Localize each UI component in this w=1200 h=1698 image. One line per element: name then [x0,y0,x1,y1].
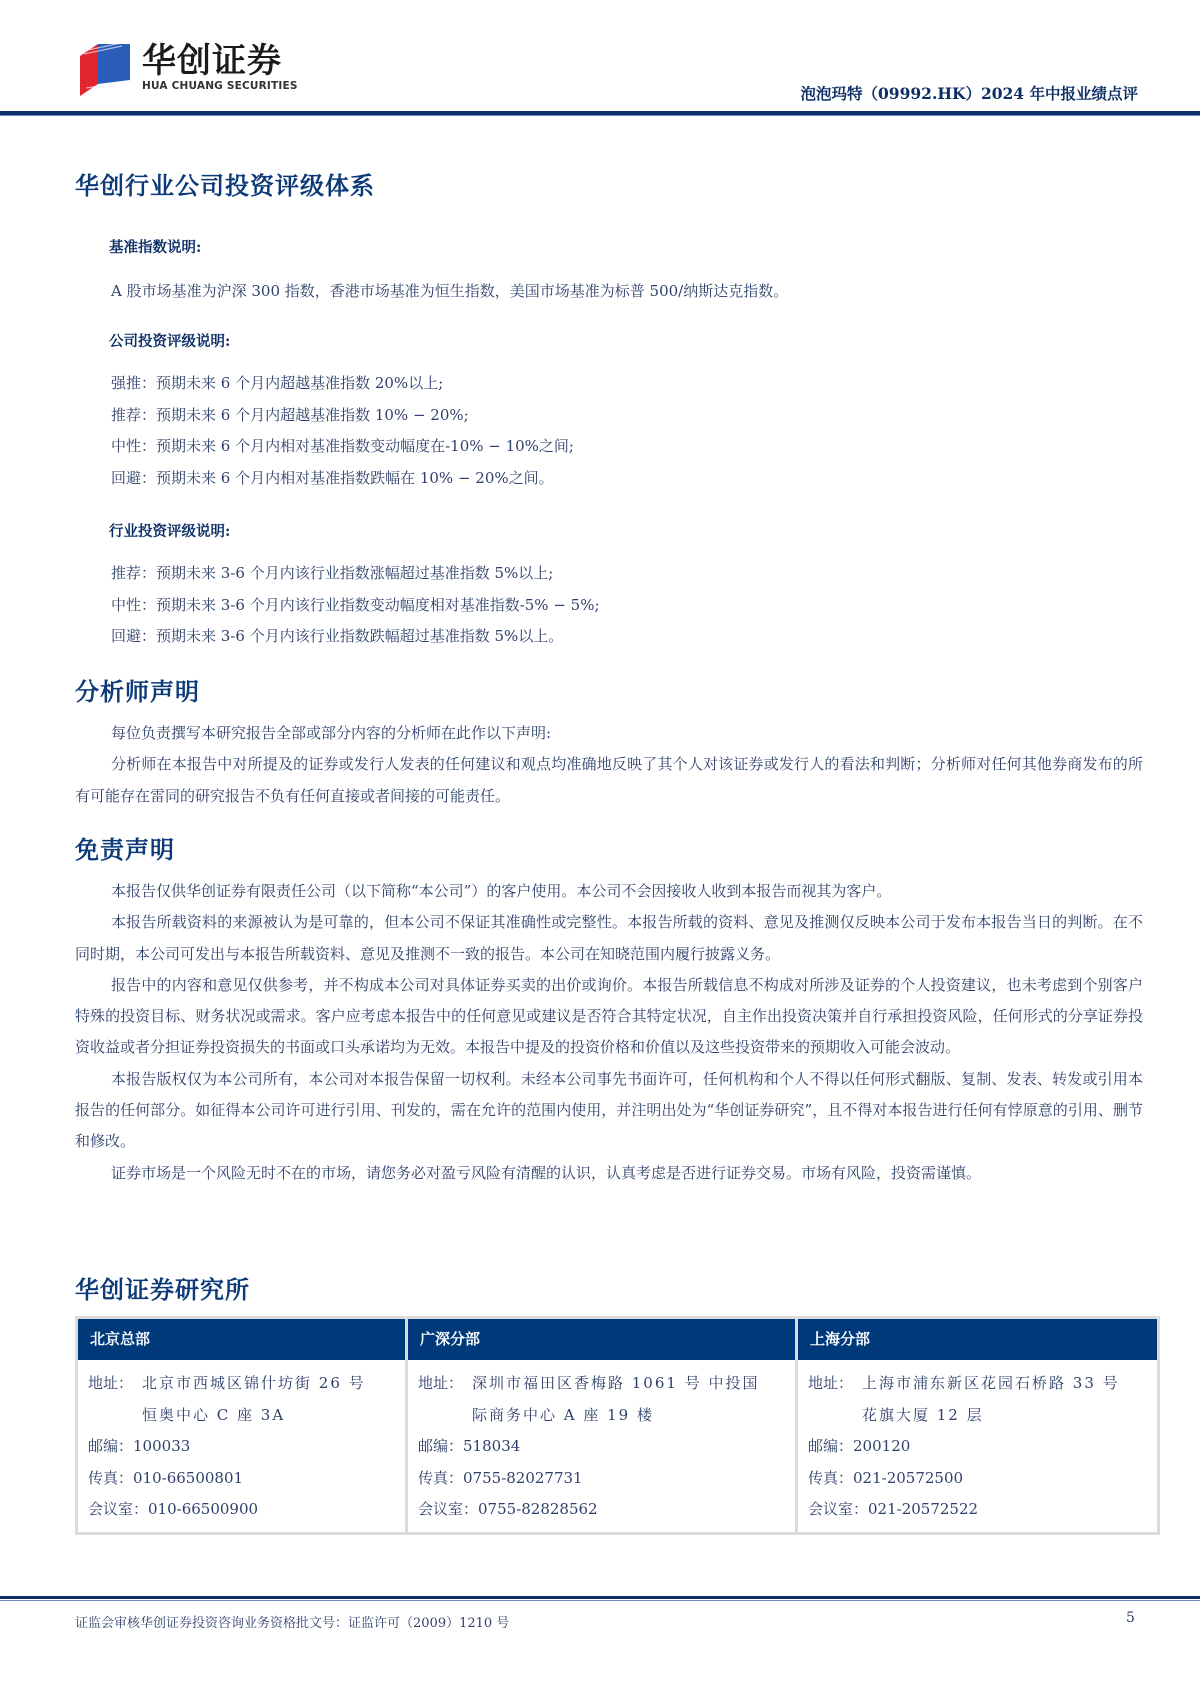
fax-label: 传真： [808,1468,854,1487]
fax-value: 0755-82027731 [463,1468,583,1487]
logo-chinese-name: 华创证券 [142,41,282,81]
meeting-room-value: 0755-82828562 [478,1500,598,1518]
office-beijing [78,1319,405,1532]
company-rating-avoid: 回避：预期未来 6 个月内相对基准指数跌幅在 10% − 20%之间。 [111,468,554,487]
benchmark-heading: 基准指数说明: [109,239,202,256]
footer-divider-thin [0,1600,1200,1601]
address-line2: 恒奥中心 C 座 3A [142,1405,286,1424]
industry-rating-avoid: 回避：预期未来 3-6 个月内该行业指数跌幅超过基准指数 5%以上。 [111,627,564,645]
address-label: 地址： [808,1374,854,1392]
industry-rating-heading: 行业投资评级说明: [109,523,231,540]
header-divider-thin [0,115,1200,116]
postcode-value: 518034 [463,1437,521,1455]
industry-rating-list [111,558,600,653]
disclaimer-paragraph: 本报告版权仅为本公司所有，本公司对本报告保留一切权利。未经本公司事先书面许可，任何机构和个人不得以任何形式翻版、复制、发表、转发或引用本报告的任何部分。如征得本公司许可进行引用、刊发的，需在允许的范围内使用，并注明出处为“华创证券研究”，且不得对本报告进行任何有悖原意的引用、删节和修改。 [75,1069,1143,1151]
footer-divider [0,1596,1200,1599]
meeting-room-label: 会议室： [418,1500,479,1518]
address-line1: 上海市浦东新区花园石桥路 33 号 [862,1374,1120,1392]
page-header [0,0,1200,118]
office-name: 上海分部 [798,1319,1157,1360]
disclaimer-body [75,876,1143,1189]
meeting-room-label: 会议室： [88,1500,149,1518]
company-rating-strong-buy: 强推：预期未来 6 个月内超越基准指数 20%以上; [111,374,444,392]
analyst-statement-body [75,718,1143,812]
logo-english-name: HUA CHUANG SECURITIES [142,80,298,92]
industry-rating-recommend: 推荐：预期未来 3-6 个月内该行业指数涨幅超过基准指数 5%以上; [111,564,554,582]
offices-table [75,1316,1160,1535]
postcode-label: 邮编： [418,1437,464,1455]
analyst-statement-title: 分析师声明 [75,677,200,706]
office-name: 北京总部 [78,1319,405,1360]
address-line2: 花旗大厦 12 层 [862,1405,984,1424]
company-rating-list [111,368,574,494]
disclaimer-paragraph: 证券市场是一个风险无时不在的市场，请您务必对盈亏风险有清醒的认识，认真考虑是否进行证券交易。市场有风险，投资需谨慎。 [111,1163,982,1182]
logo-cube-icon [76,40,132,96]
fax-label: 传真： [418,1468,464,1487]
benchmark-text: A 股市场基准为沪深 300 指数，香港市场基准为恒生指数，美国市场基准为标普 500/纳斯达克指数。 [111,282,789,300]
address-line2: 际商务中心 A 座 19 楼 [472,1405,654,1424]
address-label: 地址： [418,1374,464,1392]
fax-label: 传真： [88,1468,134,1487]
disclaimer-paragraph: 本报告仅供华创证券有限责任公司（以下简称“本公司”）的客户使用。本公司不会因接收人收到本报告而视其为客户。 [111,882,892,900]
meeting-room-label: 会议室： [808,1500,869,1518]
company-rating-recommend: 推荐：预期未来 6 个月内超越基准指数 10% − 20%; [111,405,469,424]
license-statement: 证监会审核华创证券投资咨询业务资格批文号：证监许可（2009）1210 号 [75,1616,510,1631]
research-institute-title: 华创证券研究所 [75,1275,250,1304]
postcode-value: 100033 [133,1437,191,1455]
fax-value: 010-66500801 [133,1468,244,1487]
meeting-room-value: 010-66500900 [148,1500,259,1518]
page-number: 5 [1126,1610,1135,1626]
disclaimer-title: 免责声明 [75,835,175,864]
company-rating-neutral: 中性：预期未来 6 个月内相对基准指数变动幅度在-10% − 10%之间; [111,437,574,455]
postcode-label: 邮编： [88,1437,134,1455]
address-line1: 北京市西城区锦什坊街 26 号 [142,1374,366,1392]
analyst-statement-paragraph: 每位负责撰写本研究报告全部或部分内容的分析师在此作以下声明: [111,724,552,742]
disclaimer-paragraph: 本报告所载资料的来源被认为是可靠的，但本公司不保证其准确性或完整性。本报告所载的资料、意见及推测仅反映本公司于发布本报告当日的判断。在不同时期，本公司可发出与本报告所载资料、意见及推测不一致的报告。本公司在知晓范围内履行披露义务。 [75,913,1143,963]
postcode-label: 邮编： [808,1437,854,1455]
office-shanghai [795,1319,1157,1532]
fax-value: 021-20572500 [853,1468,964,1487]
report-title: 泡泡玛特（09992.HK）2024 年中报业绩点评 [800,84,1138,103]
meeting-room-value: 021-20572522 [868,1500,979,1518]
company-logo [76,40,298,96]
analyst-statement-paragraph: 分析师在本报告中对所提及的证券或发行人发表的任何建议和观点均准确地反映了其个人对该证券或发行人的看法和判断；分析师对任何其他券商发布的所有可能存在雷同的研究报告不负有任何直接或者间接的可能责任。 [75,755,1143,805]
postcode-value: 200120 [853,1437,911,1455]
address-line1: 深圳市福田区香梅路 1061 号 中投国 [472,1374,760,1392]
address-label: 地址： [88,1374,134,1392]
industry-rating-neutral: 中性：预期未来 3-6 个月内该行业指数变动幅度相对基准指数-5% − 5%; [111,595,600,614]
rating-system-title: 华创行业公司投资评级体系 [75,171,375,200]
disclaimer-paragraph: 报告中的内容和意见仅供参考，并不构成本公司对具体证券买卖的出价或询价。本报告所载信息不构成对所涉及证券的个人投资建议，也未考虑到个别客户特殊的投资目标、财务状况或需求。客户应考虑本报告中的任何意见或建议是否符合其特定状况，自主作出投资决策并自行承担投资风险，任何形式的分享证券投资收益或者分担证券投资损失的书面或口头承诺均为无效。本报告中提及的投资价格和价值以及这些投资带来的预期收入可能会波动。 [75,975,1143,1057]
office-name: 广深分部 [408,1319,795,1360]
office-guangshen [405,1319,795,1532]
company-rating-heading: 公司投资评级说明: [109,333,231,350]
